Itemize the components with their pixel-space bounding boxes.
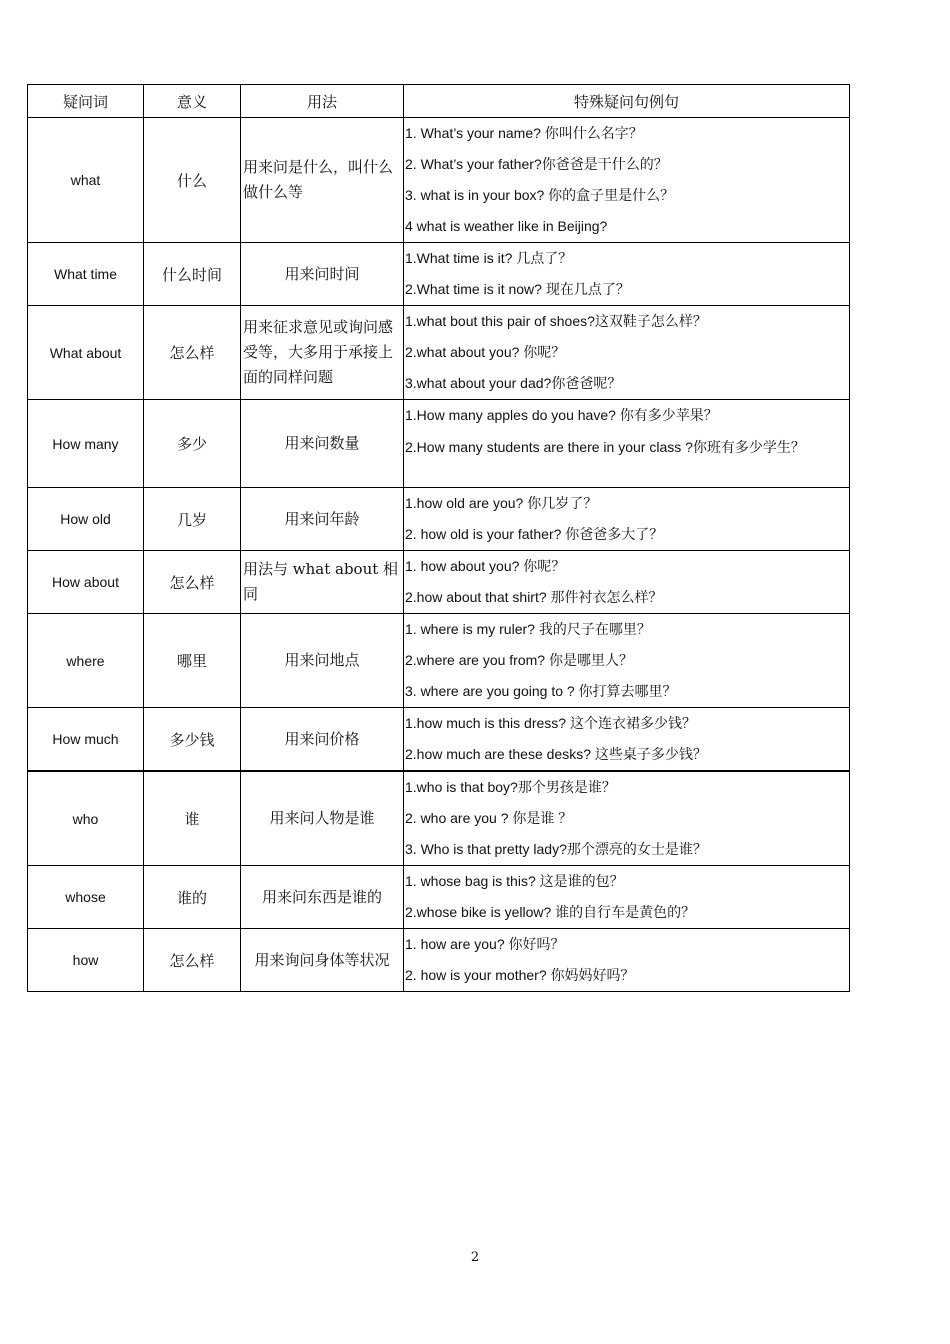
question-word: How old xyxy=(28,488,144,551)
word-meaning: 怎么样 xyxy=(144,929,241,992)
table-row xyxy=(28,488,850,551)
example-sentence: 1.who is that boy?那个男孩是谁？ xyxy=(405,779,616,795)
question-words-table xyxy=(27,84,850,992)
question-word: what xyxy=(28,118,144,243)
header-word: 疑问词 xyxy=(28,85,144,118)
example-sentences xyxy=(404,400,850,488)
word-usage: 用来问数量 xyxy=(241,400,404,488)
example-sentence: 1. how are you? 你好吗？ xyxy=(405,936,565,952)
question-word: whose xyxy=(28,866,144,929)
word-meaning: 什么时间 xyxy=(144,243,241,306)
table-row xyxy=(28,118,850,243)
word-meaning: 多少 xyxy=(144,400,241,488)
example-sentences xyxy=(404,488,850,551)
example-sentence: 2. What’s your father?你爸爸是干什么的？ xyxy=(405,156,668,172)
question-word: What time xyxy=(28,243,144,306)
example-sentence: 3. Who is that pretty lady?那个漂亮的女士是谁？ xyxy=(405,841,707,857)
word-usage: 用来问人物是谁 xyxy=(241,771,404,866)
example-sentence: 1. whose bag is this? 这是谁的包？ xyxy=(405,873,624,889)
table-row xyxy=(28,551,850,614)
word-meaning: 哪里 xyxy=(144,614,241,708)
table-row xyxy=(28,400,850,488)
example-sentence: 2.whose bike is yellow? 谁的自行车是黄色的？ xyxy=(405,904,696,920)
example-sentence: 3. where are you going to ? 你打算去哪里？ xyxy=(405,683,677,699)
word-meaning: 什么 xyxy=(144,118,241,243)
question-word: How about xyxy=(28,551,144,614)
question-word: What about xyxy=(28,306,144,400)
header-meaning: 意义 xyxy=(144,85,241,118)
table-row xyxy=(28,708,850,772)
example-sentence: 2.How many students are there in your class ?你班有多少学生？ xyxy=(405,439,805,455)
table-body xyxy=(28,118,850,992)
example-sentence: 2.what about you? 你呢？ xyxy=(405,344,566,360)
example-sentence: 1.what bout this pair of shoes?这双鞋子怎么样？ xyxy=(405,313,707,329)
example-sentence: 1. where is my ruler? 我的尺子在哪里？ xyxy=(405,621,651,637)
table-row xyxy=(28,866,850,929)
word-meaning: 多少钱 xyxy=(144,708,241,772)
example-sentences xyxy=(404,708,850,772)
header-usage: 用法 xyxy=(241,85,404,118)
example-sentence: 1.how much is this dress? 这个连衣裙多少钱？ xyxy=(405,715,696,731)
question-word: How much xyxy=(28,708,144,772)
header-examples: 特殊疑问句例句 xyxy=(404,85,850,118)
word-usage: 用来问时间 xyxy=(241,243,404,306)
word-meaning: 谁 xyxy=(144,771,241,866)
example-sentences xyxy=(404,551,850,614)
example-sentence: 3. what is in your box? 你的盒子里是什么？ xyxy=(405,187,675,203)
example-sentence: 2.What time is it now? 现在几点了？ xyxy=(405,281,630,297)
question-word: who xyxy=(28,771,144,866)
word-usage: 用法与 what about 相同 xyxy=(241,551,404,614)
example-sentence: 2. how is your mother? 你妈妈好吗？ xyxy=(405,967,635,983)
example-sentence: 1.What time is it? 几点了？ xyxy=(405,250,573,266)
table-row xyxy=(28,306,850,400)
example-sentence: 1. how about you? 你呢？ xyxy=(405,558,566,574)
example-sentences xyxy=(404,306,850,400)
example-sentences xyxy=(404,614,850,708)
example-sentence: 2. how old is your father? 你爸爸多大了？ xyxy=(405,526,664,542)
table-row xyxy=(28,614,850,708)
example-sentence: 4 what is weather like in Beijing? xyxy=(405,218,608,234)
example-sentence: 2.how about that shirt? 那件衬衣怎么样？ xyxy=(405,589,663,605)
example-sentence: 1.how old are you? 你几岁了？ xyxy=(405,495,598,511)
word-usage: 用来征求意见或询问感受等，大多用于承接上面的同样问题 xyxy=(241,306,404,400)
example-sentences xyxy=(404,118,850,243)
example-sentences xyxy=(404,866,850,929)
question-word: where xyxy=(28,614,144,708)
word-usage: 用来问年龄 xyxy=(241,488,404,551)
example-sentence: 1. What’s your name? 你叫什么名字？ xyxy=(405,125,643,141)
example-sentence: 1.How many apples do you have? 你有多少苹果？ xyxy=(405,407,718,423)
example-sentence: 2.where are you from? 你是哪里人？ xyxy=(405,652,633,668)
word-usage: 用来询问身体等状况 xyxy=(241,929,404,992)
word-usage: 用来问是什么，叫什么做什么等 xyxy=(241,118,404,243)
table-row xyxy=(28,929,850,992)
table-row xyxy=(28,243,850,306)
word-usage: 用来问地点 xyxy=(241,614,404,708)
question-word: how xyxy=(28,929,144,992)
word-meaning: 几岁 xyxy=(144,488,241,551)
word-meaning: 怎么样 xyxy=(144,306,241,400)
word-meaning: 怎么样 xyxy=(144,551,241,614)
example-sentences xyxy=(404,771,850,866)
table-header-row xyxy=(28,85,850,118)
example-sentences xyxy=(404,929,850,992)
example-sentence: 2. who are you ? 你是谁 ？ xyxy=(405,810,573,826)
example-sentence: 2.how much are these desks? 这些桌子多少钱？ xyxy=(405,746,707,762)
word-usage: 用来问价格 xyxy=(241,708,404,772)
word-meaning: 谁的 xyxy=(144,866,241,929)
page-number: 2 xyxy=(470,1250,480,1265)
example-sentence: 3.what about your dad?你爸爸呢？ xyxy=(405,375,622,391)
example-sentences xyxy=(404,243,850,306)
question-word: How many xyxy=(28,400,144,488)
word-usage: 用来问东西是谁的 xyxy=(241,866,404,929)
table-row xyxy=(28,771,850,866)
